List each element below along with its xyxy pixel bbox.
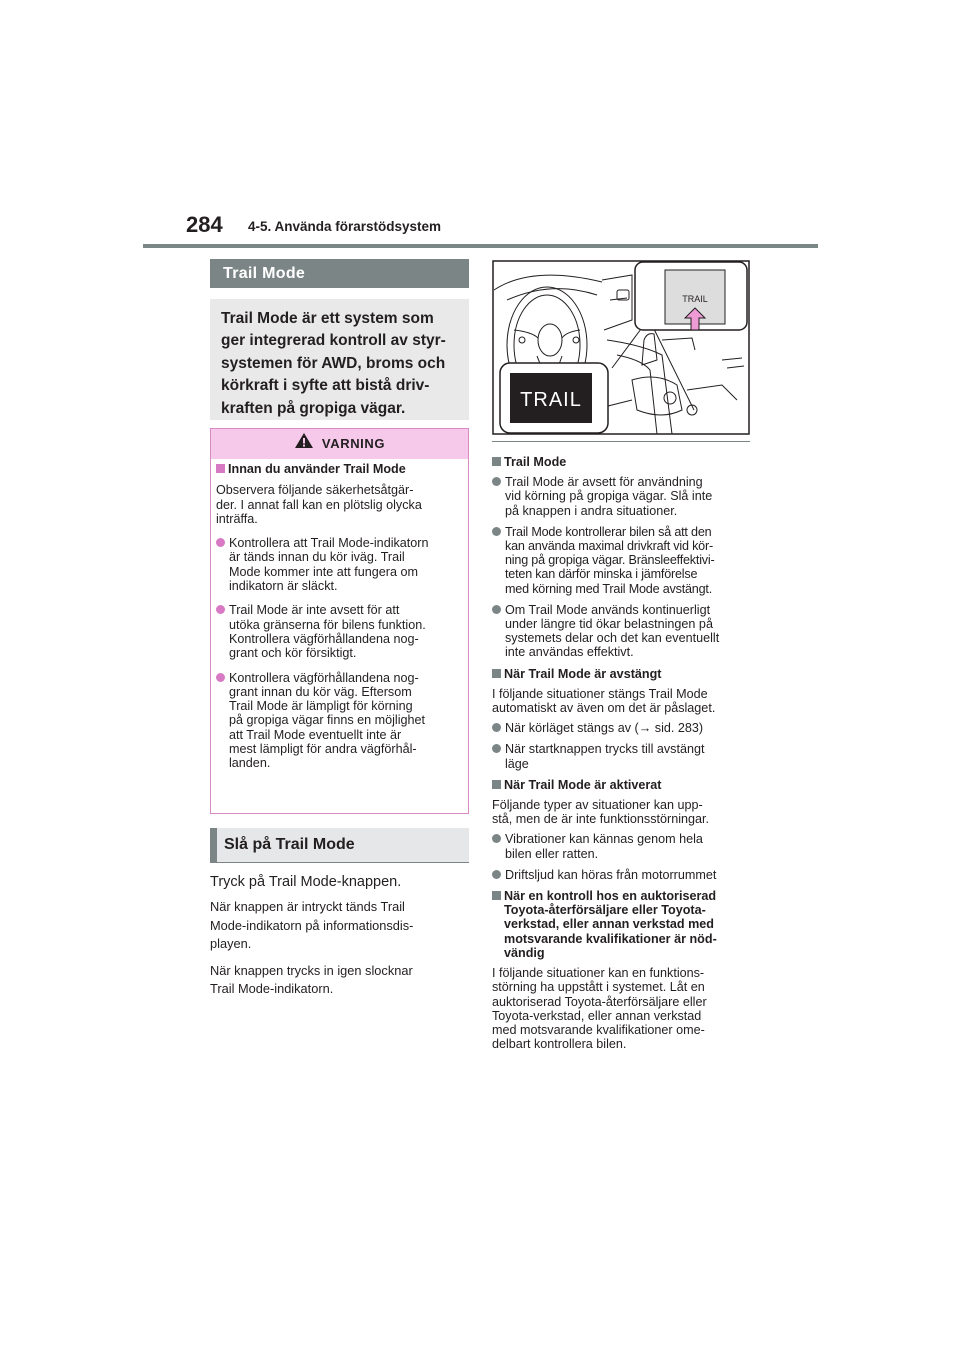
subheading-aktiverat: När Trail Mode är aktiverat: [492, 778, 750, 792]
text-line: under längre tid ökar belastningen på: [505, 617, 713, 632]
warning-bullet: [216, 536, 461, 593]
text-line: verkstad, eller annan verkstad med: [504, 917, 714, 932]
text-line: Om Trail Mode används kontinuerligt: [505, 602, 711, 617]
subheading-trail-mode: Trail Mode: [492, 455, 750, 469]
warning-body: [216, 462, 461, 781]
text-line: kan använda maximal drivkraft vid kör-: [505, 539, 713, 554]
warning-lead: [216, 483, 461, 526]
bullet-dot-icon: [492, 744, 501, 753]
text-line: Trail Mode kontrollerar bilen så att den: [505, 524, 712, 539]
intro-box: [210, 299, 469, 420]
text-line: med körning med Trail Mode avstängt.: [505, 581, 712, 596]
text-line: Trail Mode-indikatorn.: [210, 981, 334, 997]
text-line: När knappen är intryckt tänds Trail: [210, 899, 405, 914]
text-line: När knappen trycks in igen slocknar: [210, 962, 413, 978]
text-line: indikatorn är släckt.: [229, 579, 338, 594]
warning-box: [210, 428, 469, 814]
bullet-dot-icon: [492, 527, 501, 536]
text-line: inte användas effektivt.: [505, 645, 634, 660]
text-line: Följande typer av situationer kan upp-: [492, 798, 703, 813]
text-line: Kontrollera vägförhållandena nog-: [229, 631, 419, 646]
text-line: vändig: [504, 945, 545, 960]
trail-button-large-label: TRAIL: [520, 389, 582, 411]
list-item: [492, 525, 750, 596]
text-line: automatiskt av även om det är påslaget.: [492, 701, 716, 716]
text-line: I följande situationer stängs Trail Mode: [492, 686, 708, 701]
text-line: Trail Mode är lämpligt för körning: [229, 699, 413, 714]
text-line: bilen eller ratten.: [505, 846, 599, 861]
header-rule: [143, 244, 818, 248]
paragraph: [492, 798, 750, 826]
page-number: 284: [186, 212, 223, 237]
text-line: systemets delar och det kan eventuellt: [505, 631, 720, 646]
text-line: Observera följande säkerhetsåtgär-: [216, 483, 414, 498]
text-line: Mode-indikatorn på informationsdis-: [210, 917, 414, 933]
bullet-dot-icon: [216, 605, 225, 614]
text-line: utöka gränserna för bilens funktion.: [229, 617, 426, 632]
intro-line: körkraft i syfte att bistå driv-: [221, 377, 430, 395]
text-line: När en kontroll hos en auktoriserad: [504, 889, 717, 904]
list-item: [492, 742, 750, 770]
text-line: der. I annat fall kan en plötslig olycka: [216, 497, 422, 512]
trail-button-small-label: TRAIL: [682, 294, 708, 304]
bullet-dot-icon: [216, 538, 225, 547]
text-line: teten kan därför minska i jämförelse: [505, 567, 698, 582]
bullet-dot-icon: [492, 477, 501, 486]
text-line: Toyota-återförsäljare eller Toyota-: [504, 903, 706, 918]
instruction-notes: [210, 898, 465, 1007]
intro-line: Trail Mode är ett system som: [221, 310, 434, 327]
text-line: När körläget stängs av (→ sid. 283): [505, 721, 704, 736]
text-line: stå, men de är inte funktionsstörningar.: [492, 812, 710, 827]
text-line: är tänds innan du kör iväg. Trail: [229, 550, 405, 565]
bullet-dot-icon: [216, 673, 225, 682]
paragraph: [492, 966, 750, 1051]
intro-line: ger integrerad kontroll av styr-: [221, 332, 446, 350]
text-line: Trail Mode är inte avsett för att: [229, 603, 400, 618]
text-line: på gropiga vägar finns en möjlighet: [229, 713, 426, 728]
bullet-dot-icon: [492, 870, 501, 879]
text-line: med motsvarande kvalifikationer ome-: [492, 1022, 705, 1037]
text-line: grant innan du kör väg. Eftersom: [229, 684, 412, 699]
warning-bullet: [216, 671, 461, 771]
subheading-avstangt: När Trail Mode är avstängt: [492, 667, 750, 681]
dashboard-illustration: [492, 260, 750, 435]
bullet-dot-icon: [492, 834, 501, 843]
text-line: Vibrationer kan kännas genom hela: [505, 832, 703, 847]
note-paragraph: [210, 898, 465, 954]
trail-mode-heading: Trail Mode: [210, 259, 469, 288]
intro-line: kraften på gropiga vägar.: [221, 399, 406, 417]
press-instruction: Tryck på Trail Mode-knappen.: [210, 874, 402, 890]
text-line: inträffa.: [216, 511, 258, 526]
text-line: Mode kommer inte att fungera om: [229, 564, 418, 579]
text-line: mest lämpligt för andra vägförhål-: [229, 742, 417, 757]
bullet-dot-icon: [492, 605, 501, 614]
warning-header: [211, 429, 468, 459]
heading-rule: [210, 862, 469, 863]
text-line: Kontrollera att Trail Mode-indikatorn: [229, 536, 429, 551]
list-item: [492, 475, 750, 518]
text-line: Trail Mode är avsett för användning: [505, 475, 703, 490]
text-line: ning på gropiga vägar. Bränsleeffektivi-: [505, 553, 715, 568]
text-line: vid körning på gropiga vägar. Slå inte: [505, 489, 713, 504]
right-column: [492, 455, 750, 1057]
bullet-dot-icon: [492, 723, 501, 732]
figure-rule: [492, 441, 750, 442]
warning-bullet: [216, 603, 461, 660]
list-item: [492, 868, 750, 882]
text-line: Toyota-verkstad, eller annan verkstad: [492, 1008, 702, 1023]
intro-line: systemen för AWD, broms och: [221, 354, 446, 372]
warning-subheading: Innan du använder Trail Mode: [216, 462, 461, 476]
text-line: auktoriserad Toyota-återförsäljare eller: [492, 994, 707, 1009]
text-line: I följande situationer kan en funktions-: [492, 966, 705, 981]
text-line: landen.: [229, 756, 271, 771]
section-title: 4-5. Använda förarstödsystem: [248, 219, 442, 234]
text-line: störning ha uppstått i systemet. Låt en: [492, 980, 705, 995]
list-item: [492, 603, 750, 660]
warning-title: VARNING: [321, 436, 386, 451]
text-line: delbart kontrollera bilen.: [492, 1037, 627, 1052]
text-line: läge: [505, 756, 529, 771]
text-line: Kontrollera vägförhållandena nog-: [229, 670, 419, 685]
text-line: Driftsljud kan höras från motorrummet: [505, 867, 717, 882]
text-line: grant och kör försiktigt.: [229, 646, 357, 661]
text-line: på knappen i andra situationer.: [505, 503, 678, 518]
text-line: När startknappen trycks till avstängt: [505, 742, 705, 757]
text-line: att Trail Mode eventuellt inte är: [229, 727, 402, 742]
paragraph: [492, 687, 750, 715]
note-paragraph: [210, 962, 465, 999]
subheading-kontroll: [492, 889, 750, 960]
list-item: [492, 721, 750, 735]
text-line: playen.: [210, 936, 252, 952]
text-line: motsvarande kvalifikationer är nöd-: [504, 931, 717, 946]
warning-triangle-icon: [294, 430, 314, 460]
list-item: [492, 832, 750, 860]
sla-pa-heading: Slå på Trail Mode: [210, 828, 469, 862]
